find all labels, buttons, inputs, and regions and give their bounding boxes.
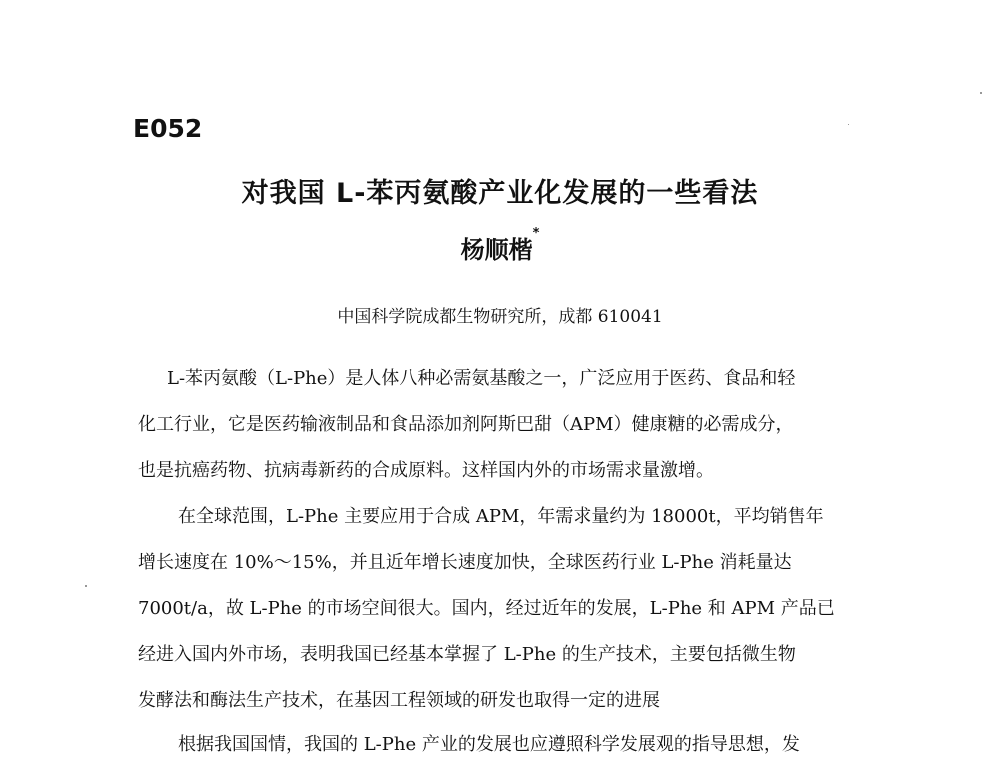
body-line-1: L-苯丙氨酸（L-Phe）是人体八种必需氨基酸之一，广泛应用于医药、食品和轻: [167, 368, 796, 389]
body-line-6: 7000t/a，故 L-Phe 的市场空间很大。国内，经过近年的发展，L-Phe 和 APM 产品已: [138, 598, 835, 619]
body-line-2: 化工行业，它是医药输液制品和食品添加剂阿斯巴甜（APM）健康糖的必需成分，: [138, 414, 794, 435]
body-line-4: 在全球范围，L-Phe 主要应用于合成 APM，年需求量约为 18000t，平均销售年: [178, 506, 824, 527]
body-line-3: 也是抗癌药物、抗病毒新药的合成原料。这样国内外的市场需求量激增。: [138, 460, 714, 481]
body-line-9: 根据我国国情，我国的 L-Phe 产业的发展也应遵照科学发展观的指导思想，发: [178, 734, 800, 755]
author-name: 杨顺楷: [460, 236, 533, 264]
author-footnote-mark: *: [532, 226, 540, 241]
scan-speck: [85, 585, 87, 587]
body-line-7: 经进入国内外市场，表明我国已经基本掌握了 L-Phe 的生产技术，主要包括微生物: [138, 644, 796, 665]
scan-speck: [848, 124, 849, 125]
body-line-5: 增长速度在 10%～15%，并且近年增长速度加快，全球医药行业 L-Phe 消耗量达: [138, 552, 792, 573]
scan-speck: [980, 92, 982, 94]
author-line: [0, 226, 1000, 265]
paper-code: E052: [133, 114, 203, 143]
body-line-8: 发酵法和酶法生产技术，在基因工程领域的研发也取得一定的进展: [138, 690, 660, 711]
affiliation: 中国科学院成都生物研究所，成都 610041: [337, 307, 663, 327]
paper-title: 对我国 L-苯丙氨酸产业化发展的一些看法: [241, 178, 759, 209]
